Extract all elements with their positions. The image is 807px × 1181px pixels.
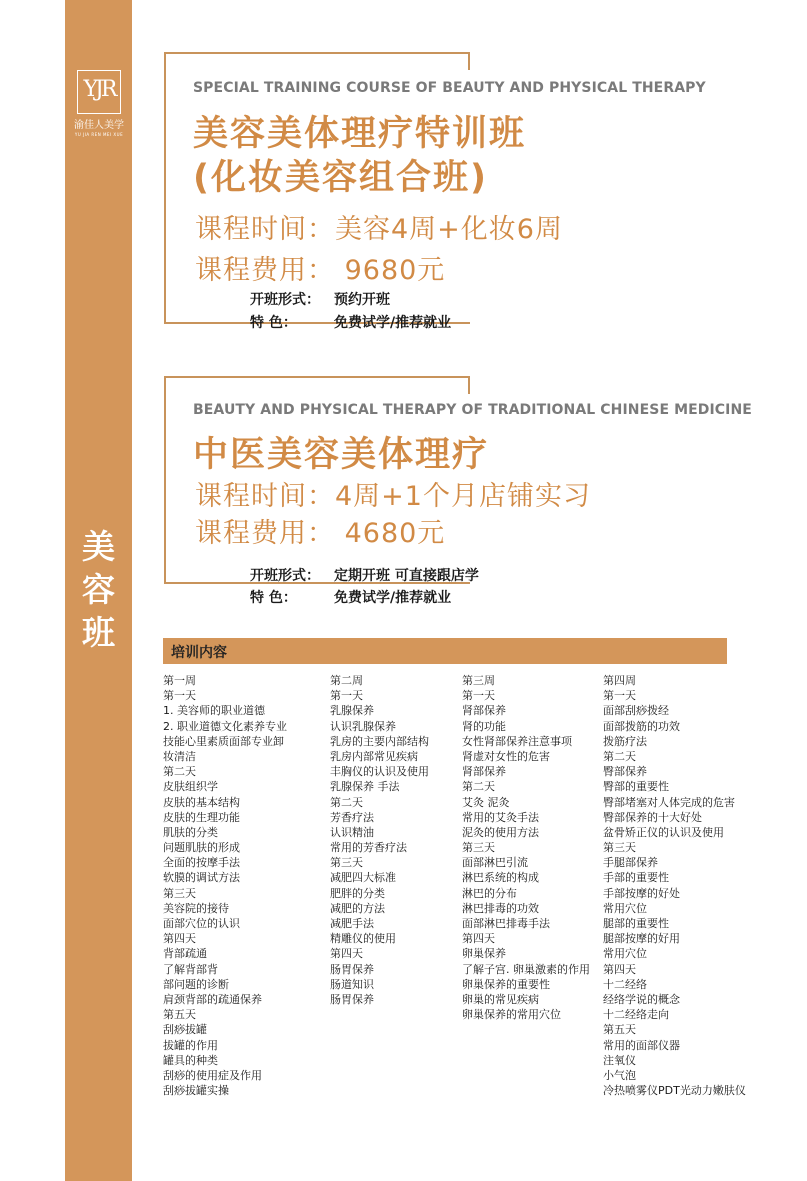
training-item: 2. 职业道德文化素养专业 (163, 719, 287, 733)
training-item: 第四周 (603, 674, 636, 687)
training-item: 臀部的重要性 (603, 780, 669, 794)
training-item: 皮肤的生理功能 (163, 810, 240, 824)
course2-english-title: BEAUTY AND PHYSICAL THERAPY OF TRADITIONAL CHINESE MEDICINE (193, 402, 752, 418)
training-item: 第四天 (330, 947, 363, 961)
training-item: 肠胃保养 (330, 992, 374, 1006)
training-item: 盆骨矫正仪的认识及使用 (603, 825, 724, 839)
training-item: 淋巴的分布 (462, 886, 517, 900)
training-item: 部问题的诊断 (163, 977, 229, 991)
training-item: 第二天 (603, 749, 636, 763)
training-item: 臀部堵塞对人体完成的危害 (603, 795, 735, 809)
training-item: 肌肤的分类 (163, 825, 218, 839)
course1-duration: 课程时间：美容4周+化妆6周 (195, 214, 563, 245)
course1-feature-value: 免费试学/推荐就业 (334, 315, 452, 331)
training-item: 手部的重要性 (603, 871, 669, 885)
sidebar (65, 0, 132, 1181)
course2-format-label: 开班形式： (250, 568, 320, 584)
training-item: 软膜的调试方法 (163, 871, 240, 885)
training-item: 肥胖的分类 (330, 886, 385, 900)
brand-logo (74, 70, 124, 137)
training-item: 泥灸的使用方法 (462, 825, 539, 839)
training-item: 肾部保养 (462, 704, 506, 718)
week2-column (330, 673, 429, 1007)
training-item: 女性肾部保养注意事项 (462, 734, 572, 748)
course1-title-line2: (化妆美容组合班) (193, 158, 488, 198)
training-item: 丰胸仪的认识及使用 (330, 765, 429, 779)
training-item: 第三天 (163, 886, 196, 900)
training-item: 艾灸 泥灸 (462, 795, 510, 809)
course1-format-row (250, 289, 390, 309)
logo-name: 渝佳人美学 (74, 120, 124, 131)
course2-title: 中医美容美体理疗 (193, 435, 490, 475)
course1-feature-row (250, 312, 451, 332)
training-item: 全面的按摩手法 (163, 856, 240, 870)
training-item: 面部穴位的认识 (163, 917, 240, 930)
course1-format-label: 开班形式： (250, 292, 320, 308)
course2-feature-value: 免费试学/推荐就业 (334, 590, 452, 606)
training-item: 减肥的方法 (330, 901, 385, 915)
training-item: 技能心里素质面部专业卸 (163, 734, 284, 748)
logo-mark (77, 70, 121, 114)
training-item: 美容院的接待 (163, 901, 229, 915)
training-item: 第五天 (163, 1008, 196, 1022)
training-item: 乳腺保养 手法 (330, 780, 400, 794)
training-item: 卵巢的常见疾病 (462, 992, 539, 1006)
training-item: 第一天 (163, 689, 196, 703)
training-item: 芳香疗法 (330, 810, 374, 824)
course1-english-title: SPECIAL TRAINING COURSE OF BEAUTY AND PHYSICAL THERAPY (193, 80, 706, 96)
training-item: 乳腺保养 (330, 704, 374, 718)
training-header-bar (163, 638, 727, 664)
training-item: 常用的芳香疗法 (330, 841, 407, 855)
training-item: 肩颈背部的疏通保养 (163, 992, 262, 1006)
training-item: 刮痧的使用症及作用 (163, 1068, 262, 1082)
training-item: 臀部保养 (603, 765, 647, 779)
course1-title-line1: 美容美体理疗特训班 (193, 114, 527, 154)
training-item: 认识精油 (330, 825, 374, 839)
training-item: 了解子宫. 卵巢激素的作用 (462, 962, 590, 976)
training-item: 肾的功能 (462, 719, 506, 733)
training-item: 皮肤的基本结构 (163, 795, 240, 809)
training-item: 经络学说的概念 (603, 992, 680, 1006)
side-title (65, 525, 132, 654)
training-item: 第四天 (603, 962, 636, 976)
training-item: 卵巢保养的重要性 (462, 977, 550, 991)
training-item: 小气泡 (603, 1068, 636, 1082)
training-item: 常用穴位 (603, 901, 647, 915)
training-item: 妆清洁 (163, 749, 196, 763)
training-item: 肠道知识 (330, 977, 374, 991)
training-item: 注氧仪 (603, 1053, 636, 1067)
training-item: 卵巢保养的常用穴位 (462, 1008, 561, 1022)
training-item: 第二周 (330, 674, 363, 687)
training-item: 面部拨筋的功效 (603, 719, 680, 733)
training-item: 第三天 (462, 841, 495, 855)
training-item: 常用的艾灸手法 (462, 810, 539, 824)
training-item: 第三天 (603, 841, 636, 855)
training-item: 面部刮痧拨经 (603, 704, 669, 718)
training-item: 认识乳腺保养 (330, 719, 396, 733)
logo-pinyin: YU JIA REN MEI XUE (74, 132, 124, 137)
training-item: 刮痧拔罐 (163, 1023, 207, 1037)
training-item: 减肥四大标准 (330, 871, 396, 885)
training-item: 肾部保养 (462, 765, 506, 779)
training-item: 腿部的重要性 (603, 917, 669, 930)
training-item: 手部按摩的好处 (603, 886, 680, 900)
training-item: 第二天 (462, 780, 495, 794)
training-item: 第一周 (163, 674, 196, 687)
training-item: 第五天 (603, 1023, 636, 1037)
course1-fee: 课程费用： 9680元 (195, 255, 446, 286)
training-item: 拨筋疗法 (603, 734, 647, 748)
training-item: 乳房内部常见疾病 (330, 749, 418, 763)
training-item: 冷热喷雾仪PDT光动力嫩肤仪 (603, 1084, 746, 1098)
course2-fee: 课程费用： 4680元 (195, 518, 446, 549)
training-item: 十二经络 (603, 977, 647, 991)
training-item: 第四天 (163, 932, 196, 946)
week4-column (603, 673, 746, 1098)
logo-letters: YJR (83, 77, 115, 102)
training-item: 十二经络走向 (603, 1008, 669, 1022)
training-item: 第二天 (163, 765, 196, 779)
training-item: 了解背部背 (163, 962, 218, 976)
side-title-char-3: 班 (82, 613, 115, 652)
training-item: 刮痧拔罐实操 (163, 1084, 229, 1098)
training-item: 1. 美容师的职业道德 (163, 704, 265, 718)
training-item: 面部淋巴排毒手法 (462, 917, 550, 930)
course1-format-value: 预约开班 (334, 292, 390, 308)
course2-feature-row (250, 587, 451, 607)
training-item: 手腿部保养 (603, 856, 658, 870)
course1-feature-label: 特 色： (250, 315, 297, 331)
training-item: 第四天 (462, 932, 495, 946)
training-item: 背部疏通 (163, 947, 207, 961)
training-item: 减肥手法 (330, 917, 374, 930)
training-item: 常用穴位 (603, 947, 647, 961)
training-item: 淋巴系统的构成 (462, 871, 539, 885)
training-item: 肾虚对女性的危害 (462, 749, 550, 763)
course2-format-row (250, 565, 479, 585)
week1-column (163, 673, 287, 1098)
course2-duration: 课程时间：4周+1个月店铺实习 (195, 481, 591, 512)
training-item: 第三周 (462, 674, 495, 687)
training-item: 罐具的种类 (163, 1053, 218, 1067)
training-item: 第一天 (603, 689, 636, 703)
training-item: 问题肌肤的形成 (163, 841, 240, 855)
training-item: 卵巢保养 (462, 947, 506, 961)
training-item: 常用的面部仪器 (603, 1038, 680, 1052)
training-item: 乳房的主要内部结构 (330, 734, 429, 748)
training-item: 第一天 (330, 689, 363, 703)
training-item: 皮肤组织学 (163, 780, 218, 794)
side-title-char-2: 容 (82, 570, 115, 609)
training-item: 肠胃保养 (330, 962, 374, 976)
training-item: 第一天 (462, 689, 495, 703)
training-item: 拔罐的作用 (163, 1038, 218, 1052)
training-item: 精雕仪的使用 (330, 932, 396, 946)
course2-format-value: 定期开班 可直接跟店学 (334, 568, 479, 584)
course2-feature-label: 特 色： (250, 590, 297, 606)
training-item: 第二天 (330, 795, 363, 809)
training-header: 培训内容 (171, 645, 227, 661)
training-item: 淋巴排毒的功效 (462, 901, 539, 915)
side-title-char-1: 美 (82, 527, 115, 566)
week3-column (462, 673, 590, 1022)
training-item: 臀部保养的十大好处 (603, 810, 702, 824)
training-item: 腿部按摩的好用 (603, 932, 680, 946)
training-item: 面部淋巴引流 (462, 856, 528, 870)
training-item: 第三天 (330, 856, 363, 870)
